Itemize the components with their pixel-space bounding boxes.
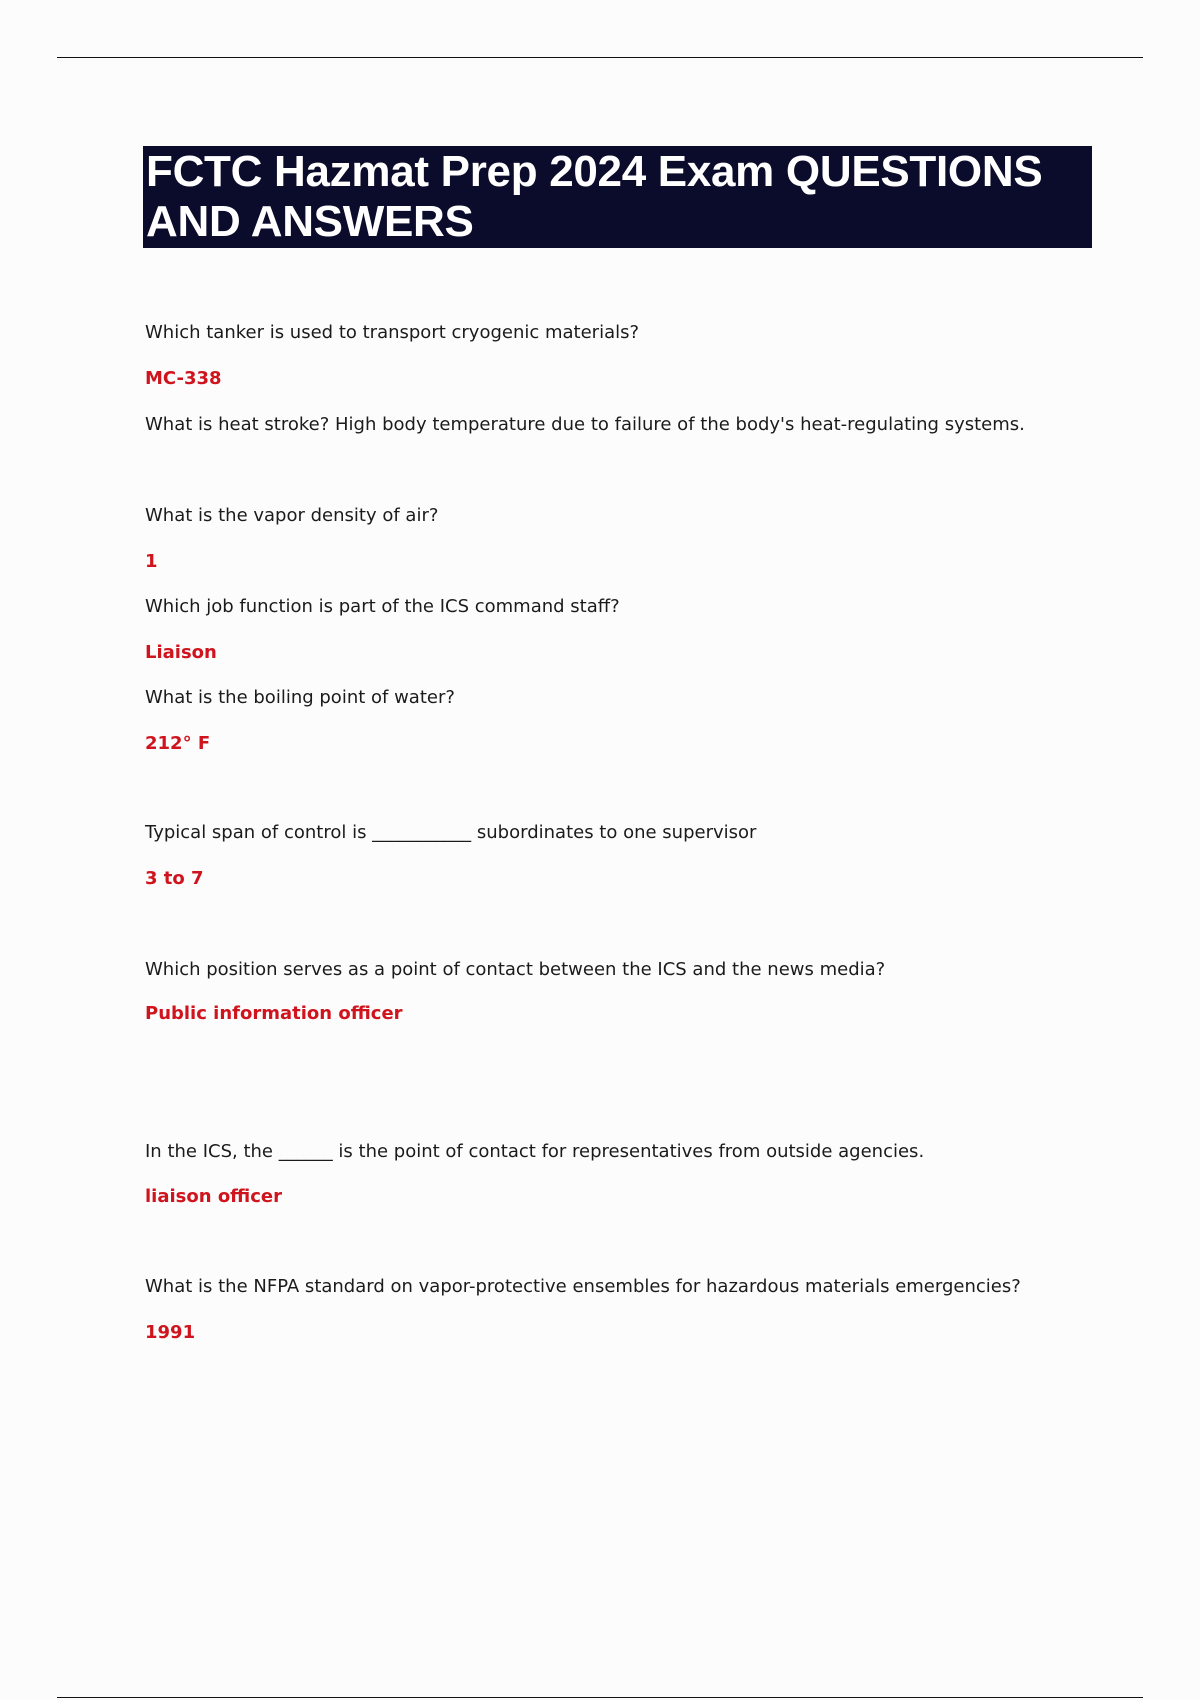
top-rule (57, 57, 1143, 58)
answer-text: 1 (145, 551, 158, 572)
question-text: In the ICS, the ______ is the point of contact for representatives from outside agencies. (145, 1141, 925, 1162)
question-text: Which job function is part of the ICS command staff? (145, 596, 620, 617)
answer-text: liaison officer (145, 1186, 283, 1207)
question-text: What is the boiling point of water? (145, 687, 455, 708)
question-text: What is the vapor density of air? (145, 505, 439, 526)
answer-text: Liaison (145, 642, 217, 663)
answer-text: 1991 (145, 1322, 196, 1343)
title-banner (143, 146, 1092, 248)
answer-text: MC-338 (145, 368, 222, 389)
answer-text: 3 to 7 (145, 868, 204, 889)
question-text: What is the NFPA standard on vapor-protective ensembles for hazardous materials emergencies? (145, 1276, 1021, 1297)
question-text: Which position serves as a point of contact between the ICS and the news media? (145, 959, 886, 980)
question-text: Which tanker is used to transport cryogenic materials? (145, 322, 640, 343)
bottom-rule (57, 1697, 1143, 1698)
question-text: Typical span of control is ___________ subordinates to one supervisor (145, 822, 757, 843)
page-title: FCTC Hazmat Prep 2024 Exam QUESTIONS AND ANSWERS (146, 147, 1043, 246)
answer-text: 212° F (145, 733, 211, 754)
answer-text: Public information officer (145, 1003, 403, 1024)
question-text: What is heat stroke? High body temperature due to failure of the body's heat-regulating systems. (145, 414, 1025, 435)
